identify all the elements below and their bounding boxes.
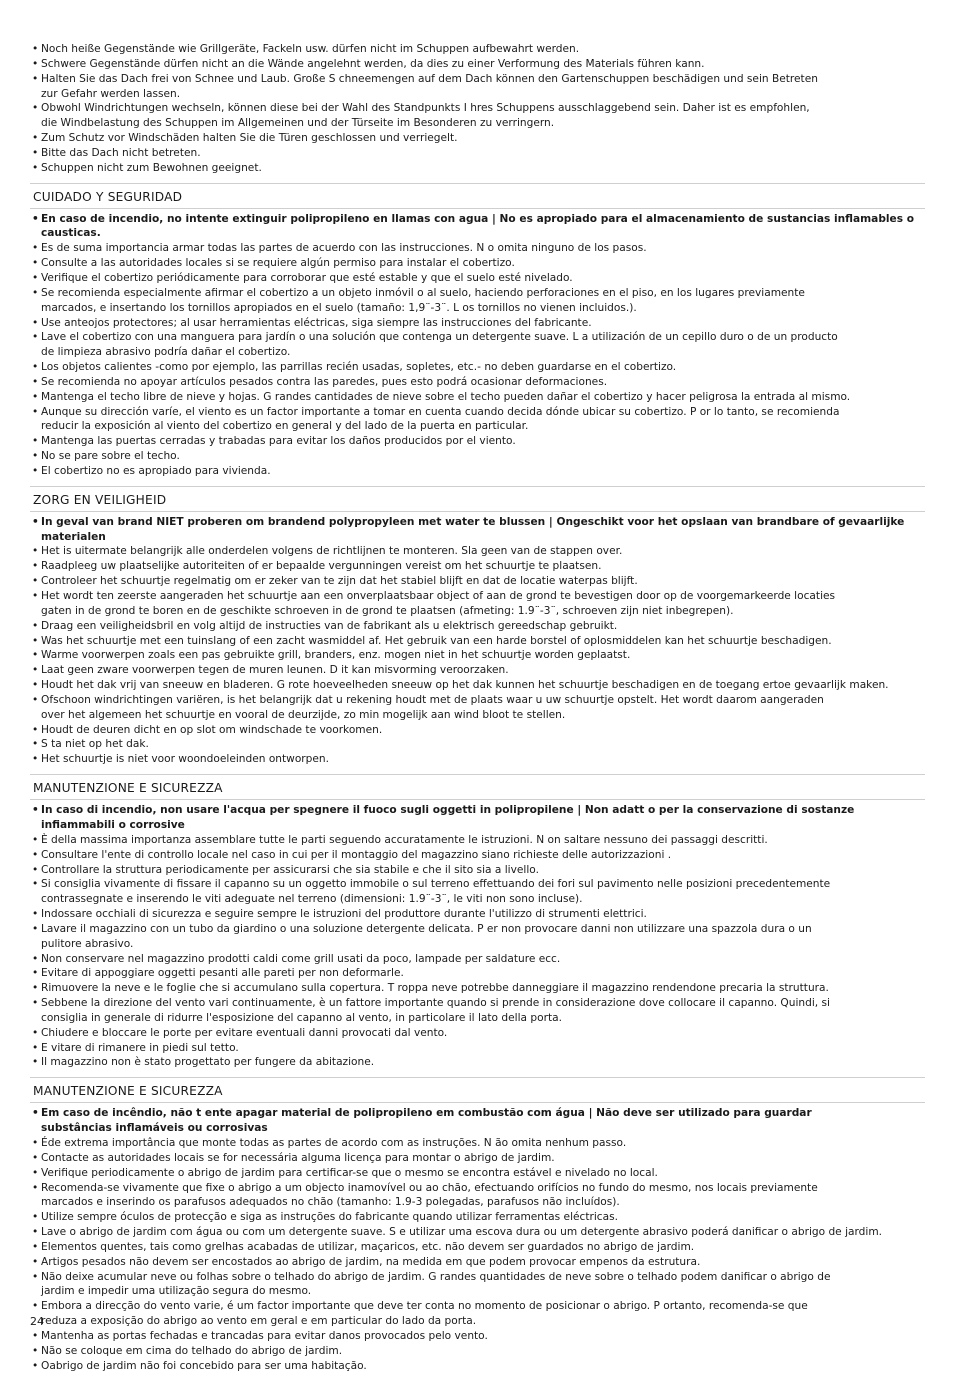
list-item: • Houdt het dak vrij van sneeuw en bladeren. G rote hoeveelheden sneeuw op het dak kunnen het schuurtje beschadigen en de toegang ertoe gevaarlijk maken. <box>30 678 925 693</box>
list-item: • Lave el cobertizo con una manguera para jardín o una solución que contenga un detergente suave. L a utilización de un cepillo duro o de un producto de limpieza abrasivo podría dañar el cobertizo. <box>30 330 925 360</box>
safety-section <box>30 486 925 767</box>
list-item: • Het wordt ten zeerste aangeraden het schuurtje aan een onverplaatsbaar object of aan de grond te bevestigen door op de voorgemarkeerde locaties gaten in de grond te boren en de geschikte schroeven in de grond te plaatsen (afmeting: 1.9¨-3¨, schroeven zijn niet inbegrepen). <box>30 589 925 619</box>
section-title: MANUTENZIONE E SICUREZZA <box>33 1084 223 1099</box>
list-item: • Artigos pesados não devem ser encostados ao abrigo de jardim, na medida em que podem provocar empenos da estrutura. <box>30 1255 925 1270</box>
list-item: • Si consiglia vivamente di fissare il capanno su un oggetto immobile o sul terreno effettuando dei fori sul pavimento nelle posizioni precedentemente contrassegnate e inserendo le viti adeguate nel terreno (dimensioni: 1.9¨-3¨, le viti non sono incluse). <box>30 877 925 907</box>
warning-item: • En caso de incendio, no intente extinguir polipropileno en llamas con agua | No es apropiado para el almacenamiento de sustancias inflamables o causticas. <box>30 212 925 242</box>
list-item: • Zum Schutz vor Windschäden halten Sie die Türen geschlossen und verriegelt. <box>30 131 925 146</box>
list-item: • Consulte a las autoridades locales si se requiere algún permiso para instalar el cobertizo. <box>30 256 925 271</box>
section-divider <box>30 1102 925 1103</box>
section-title: ZORG EN VEILIGHEID <box>33 492 167 507</box>
warning-item: • In caso di incendio, non usare l'acqua per spegnere il fuoco sugli oggetti in polipropilene | Non adatt o per la conservazione di sostanze infiammabili o corrosive <box>30 803 925 833</box>
list-item: • Non conservare nel magazzino prodotti caldi come grill usati da poco, lampade per saldature ecc. <box>30 952 925 967</box>
list-item: • Obwohl Windrichtungen wechseln, können diese bei der Wahl des Standpunkts I hres Schuppens ausschlaggebend sein. Daher ist es empfohlen, die Windbelastung des Schuppen im Allgemeinen und der Türseite im Besonderen zu verringern. <box>30 101 925 131</box>
section-divider <box>30 208 925 209</box>
list-item: • Mantenga el techo libre de nieve y hojas. G randes cantidades de nieve sobre el techo pueden dañar el cobertizo y hacer peligrosa la entrada al mismo. <box>30 390 925 405</box>
list-item: • Ofschoon windrichtingen variëren, is het belangrijk dat u rekening houdt met de plaats waar u uw schuurtje opstelt. Het wordt daarom aangeraden over het algemeen het schuurtje en vooral de deurzijde, zo min mogelijk aan wind bloot te stellen. <box>30 693 925 723</box>
list-item: • Es de suma importancia armar todas las partes de acuerdo con las instrucciones. N o omita ninguno de los pasos. <box>30 241 925 256</box>
list-item: • Schuppen nicht zum Bewohnen geeignet. <box>30 161 925 176</box>
list-item: • Oabrigo de jardim não foi concebido para ser uma habitação. <box>30 1359 925 1374</box>
list-item: • Warme voorwerpen zoals een pas gebruikte grill, branders, enz. mogen niet in het schuurtje worden geplaatst. <box>30 648 925 663</box>
list-item: • Lavare il magazzino con un tubo da giardino o una soluzione detergente delicata. P er non provocare danni non utilizzare una spazzola dura o un pulitore abrasivo. <box>30 922 925 952</box>
list-item: • Lave o abrigo de jardim com água ou com um detergente suave. S e utilizar uma escova dura ou um detergente abrasivo poderá danificar o abrigo de jardim. <box>30 1225 925 1240</box>
list-item: • Sebbene la direzione del vento vari continuamente, è un fattore importante quando si prende in considerazione dove collocare il capanno. Quindi, si consiglia in generale di ridurre l'esposizione del capanno al vento, in particolare il lato della porta. <box>30 996 925 1026</box>
list-item: • S ta niet op het dak. <box>30 737 925 752</box>
list-item: • Controleer het schuurtje regelmatig om er zeker van te zijn dat het stabiel blijft en dat de locatie waterpas blijft. <box>30 574 925 589</box>
safety-section <box>30 183 925 479</box>
list-item: • Indossare occhiali di sicurezza e seguire sempre le istruzioni del produttore durante l'utilizzo di strumenti elettrici. <box>30 907 925 922</box>
warning-item: • In geval van brand NIET proberen om brandend polypropyleen met water te blussen | Ongeschikt voor het opslaan van brandbare of gevaarlijke materialen <box>30 515 925 545</box>
list-item: • Evitare di appoggiare oggetti pesanti alle pareti per non deformarle. <box>30 966 925 981</box>
list-item: • Elementos quentes, tais como grelhas acabadas de utilizar, maçaricos, etc. não devem ser guardados no abrigo de jardim. <box>30 1240 925 1255</box>
list-item: • Utilize sempre óculos de protecção e siga as instruções do fabricante quando utilizar ferramentas eléctricas. <box>30 1210 925 1225</box>
list-item: • Não se coloque em cima do telhado do abrigo de jardim. <box>30 1344 925 1359</box>
section-list <box>30 1106 925 1373</box>
list-item: • Het is uitermate belangrijk alle onderdelen volgens de richtlijnen te monteren. Sla geen van de stappen over. <box>30 544 925 559</box>
section-title: MANUTENZIONE E SICUREZZA <box>33 781 223 796</box>
list-item: • Não deixe acumular neve ou folhas sobre o telhado do abrigo de jardim. G randes quantidades de neve sobre o telhado podem danificar o abrigo de jardim e impedir uma utilização segura do mesmo. <box>30 1270 925 1300</box>
list-item: • Het schuurtje is niet voor woondoeleinden ontworpen. <box>30 752 925 767</box>
list-item: • Rimuovere la neve e le foglie che si accumulano sulla copertura. T roppa neve potrebbe danneggiare il magazzino rendendone precaria la struttura. <box>30 981 925 996</box>
list-item: • Raadpleeg uw plaatselijke autoriteiten of er bepaalde vergunningen vereist om het schuurtje te plaatsen. <box>30 559 925 574</box>
list-item: • Il magazzino non è stato progettato per fungere da abitazione. <box>30 1055 925 1070</box>
list-item: • Noch heiße Gegenstände wie Grillgeräte, Fackeln usw. dürfen nicht im Schuppen aufbewahrt werden. <box>30 42 925 57</box>
page-number: 24 <box>30 1315 44 1328</box>
list-item: • E vitare di rimanere in piedi sul tetto. <box>30 1041 925 1056</box>
list-item: • Schwere Gegenstände dürfen nicht an die Wände angelehnt werden, da dies zu einer Verformung des Materials führen kann. <box>30 57 925 72</box>
safety-section <box>30 1077 925 1373</box>
list-item: • Was het schuurtje met een tuinslang of een zacht wasmiddel af. Het gebruik van een harde borstel of oplosmiddelen kan het schuurtje beschadigen. <box>30 634 925 649</box>
list-item: • El cobertizo no es apropiado para vivienda. <box>30 464 925 479</box>
list-item: • Consultare l'ente di controllo locale nel caso in cui per il montaggio del magazzino siano richieste delle autorizzazioni . <box>30 848 925 863</box>
section-list <box>30 803 925 1070</box>
list-item: • Contacte as autoridades locais se for necessária alguma licença para montar o abrigo de jardim. <box>30 1151 925 1166</box>
list-item: • Chiudere e bloccare le porte per evitare eventuali danni provocati dal vento. <box>30 1026 925 1041</box>
list-item: • Recomenda-se vivamente que fixe o abrigo a um objecto inamovível ou ao chão, efectuando orifícios no fundo do mesmo, nos locais previamente marcados e inserindo os parafusos adequados no chão (tamanho: 1.9-3 polegadas, parafusos não incluídos). <box>30 1181 925 1211</box>
list-item: • Aunque su dirección varíe, el viento es un factor importante a tomar en cuenta cuando decida dónde ubicar su cobertizo. P or lo tanto, se recomienda reducir la exposición al viento del cobertizo en general y del lado de la puerta en particular. <box>30 405 925 435</box>
list-item: • È della massima importanza assemblare tutte le parti seguendo accuratamente le istruzioni. N on saltare nessuno dei passaggi descritti. <box>30 833 925 848</box>
list-item: • Se recomienda no apoyar artículos pesados contra las paredes, pues esto podrá ocasionar deformaciones. <box>30 375 925 390</box>
warning-item: • Em caso de incêndio, não t ente apagar material de polipropileno em combustão com água | Não deve ser utilizado para guardar substâncias inflamáveis ou corrosivas <box>30 1106 925 1136</box>
intro-list <box>30 42 925 176</box>
list-item: • Draag een veiligheidsbril en volg altijd de instructies van de fabrikant als u elektrisch gereedschap gebruikt. <box>30 619 925 634</box>
list-item: • Controllare la struttura periodicamente per assicurarsi che sia stabile e che il sito sia a livello. <box>30 863 925 878</box>
list-item: • No se pare sobre el techo. <box>30 449 925 464</box>
list-item: • Bitte das Dach nicht betreten. <box>30 146 925 161</box>
list-item: • Halten Sie das Dach frei von Schnee und Laub. Große S chneemengen auf dem Dach können den Gartenschuppen beschädigen und sein Betreten zur Gefahr werden lassen. <box>30 72 925 102</box>
list-item: • Los objetos calientes -como por ejemplo, las parrillas recién usadas, sopletes, etc.- no deben guardarse en el cobertizo. <box>30 360 925 375</box>
section-list <box>30 212 925 479</box>
list-item: • Mantenha as portas fechadas e trancadas para evitar danos provocados pelo vento. <box>30 1329 925 1344</box>
list-item: • Laat geen zware voorwerpen tegen de muren leunen. D it kan misvorming veroorzaken. <box>30 663 925 678</box>
list-item: • Verifique el cobertizo periódicamente para corroborar que esté estable y que el suelo esté nivelado. <box>30 271 925 286</box>
section-divider <box>30 511 925 512</box>
document-page <box>30 42 925 1374</box>
list-item: • Embora a direcção do vento varie, é um factor importante que deve ter conta no momento de posicionar o abrigo. P ortanto, recomenda-se que reduza a exposição do abrigo ao vento em geral e em particular do lado da porta. <box>30 1299 925 1329</box>
list-item: • Mantenga las puertas cerradas y trabadas para evitar los daños producidos por el viento. <box>30 434 925 449</box>
list-item: • Éde extrema importância que monte todas as partes de acordo com as instruções. N ão omita nenhum passo. <box>30 1136 925 1151</box>
sections-container <box>30 183 925 1374</box>
list-item: • Use anteojos protectores; al usar herramientas eléctricas, siga siempre las instrucciones del fabricante. <box>30 316 925 331</box>
section-title: CUIDADO Y SEGURIDAD <box>33 189 183 204</box>
list-item: • Verifique periodicamente o abrigo de jardim para certificar-se que o mesmo se encontra estável e nivelado no local. <box>30 1166 925 1181</box>
list-item: • Houdt de deuren dicht en op slot om windschade te voorkomen. <box>30 723 925 738</box>
list-item: • Se recomienda especialmente afirmar el cobertizo a un objeto inmóvil o al suelo, haciendo perforaciones en el piso, en los lugares previamente marcados, e insertando los tornillos apropiados en el suelo (tamaño: 1,9¨-3¨. L os tornillos no vienen incluidos.). <box>30 286 925 316</box>
safety-section <box>30 774 925 1070</box>
section-list <box>30 515 925 767</box>
section-divider <box>30 799 925 800</box>
